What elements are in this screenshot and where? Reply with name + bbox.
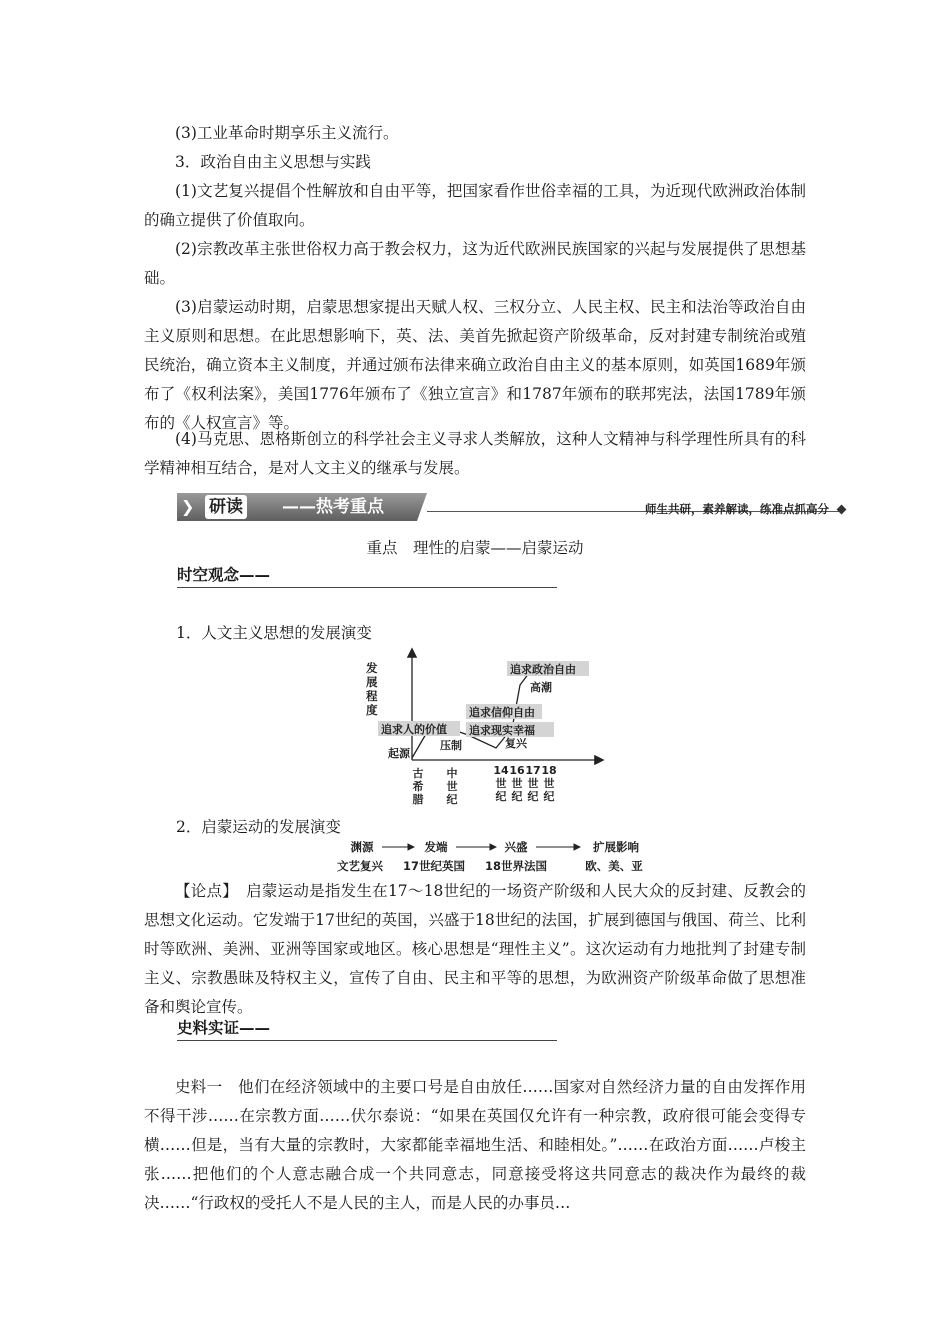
svg-text:程: 程: [366, 689, 378, 703]
y-axis-label: [365, 661, 378, 717]
paragraph-industrial-hedonism: (3)工业革命时期享乐主义流行。: [175, 124, 399, 142]
section-header-label: 史料实证——: [177, 1019, 271, 1037]
paragraph-renaissance: (1)文艺复兴提倡个性解放和自由平等，把国家看作世俗幸福的工具，为近现代欧洲政治体制的确立提供了价值取向。: [144, 182, 806, 229]
label-revival: 复兴: [505, 737, 527, 750]
diamond-icon: [837, 505, 847, 515]
paragraph-marxism: (4)马克思、恩格斯创立的科学社会主义寻求人类解放，这种人文精神与科学理性所具有的科学精神相互结合，是对人文主义的继承与发展。: [144, 430, 806, 477]
svg-text:发: 发: [366, 661, 378, 675]
svg-text:纪: 纪: [543, 790, 555, 803]
flow-top-prosperity: 兴盛: [504, 840, 528, 854]
section-header-label: 时空观念——: [177, 566, 271, 584]
svg-text:世: 世: [527, 777, 539, 790]
svg-text:世: 世: [495, 777, 507, 790]
x-axis-labels: [413, 764, 557, 806]
humanism-diagram: [360, 645, 610, 810]
flow-bottom-regions: 欧、美、亚: [585, 859, 643, 873]
section-header-evidence: [177, 1016, 557, 1041]
paragraph-reformation: (2)宗教改革主张世俗权力高于教会权力，这为近代欧洲民族国家的兴起与发展提供了思想基础。: [144, 240, 806, 287]
label-origin: 起源: [388, 747, 410, 760]
item-enlightenment-evolution: 2．启蒙运动的发展演变: [176, 818, 341, 836]
svg-text:展: 展: [366, 675, 378, 689]
paragraph-source-one: 史料一 他们在经济领域中的主要口号是自由放任……国家对自然经济力量的自由发挥作用不得干涉……在宗教方面……伏尔泰说：“如果在英国仅允许有一种宗教，政府很可能会变得专横……但是，当有大量的宗教时，大家都能幸福地生活、和睦相处。”……在政治方面……卢梭主张……把他们的个人意志融合成一个共同意志，同意接受将这共同意志的裁决作为最终的裁决……“行政权的受托人不是人民的主人，而是人民的办事员…: [144, 1078, 806, 1212]
paragraph-argument: [144, 877, 806, 1022]
banner-slogan: 师生共研，素养解读，练准点抓高分: [645, 502, 829, 516]
flow-bottom-england: 17世纪英国: [402, 859, 466, 873]
flow-top-origin: 发端: [424, 840, 448, 854]
flow-top-influence: 扩展影响: [593, 840, 639, 854]
focus-title: 重点 理性的启蒙——启蒙运动: [366, 539, 584, 557]
paragraph-enlightenment: (3)启蒙运动时期，启蒙思想家提出天赋人权、三权分立、人民主权、民主和法治等政治自由主义原则和思想。在此思想影响下，英、法、美首先掀起资产阶级革命，反对封建专制统治或殖民统治，确立资本主义制度，并通过颁布法律来确立政治自由主义的基本原则，如英国1689年颁布了《权利法案》，美国1776年颁布了《独立宣言》和1787年颁布的联邦宪法，法国1789年颁布的《人权宣言》等。: [144, 298, 806, 432]
enlightenment-flow-diagram: [330, 838, 660, 878]
svg-text:17: 17: [525, 764, 541, 777]
svg-text:腊: 腊: [412, 793, 424, 806]
label-political: 追求政治自由: [510, 663, 576, 676]
flow-top-source: 渊源: [350, 840, 374, 854]
label-faith: 追求信仰自由: [469, 706, 535, 719]
svg-text:度: 度: [366, 703, 378, 717]
svg-text:中: 中: [446, 767, 458, 780]
heading-political-liberalism: 3．政治自由主义思想与实践: [175, 153, 371, 171]
svg-text:14: 14: [493, 764, 509, 777]
svg-text:世: 世: [543, 777, 555, 790]
svg-text:16: 16: [509, 764, 525, 777]
svg-text:纪: 纪: [446, 793, 458, 806]
svg-text:世: 世: [511, 777, 523, 790]
svg-text:世: 世: [446, 780, 458, 793]
svg-text:纪: 纪: [511, 790, 523, 803]
svg-text:纪: 纪: [495, 790, 507, 803]
svg-text:18: 18: [541, 764, 557, 777]
item-humanism-evolution: 1．人文主义思想的发展演变: [176, 624, 372, 642]
argument-label: 【论点】: [175, 882, 231, 900]
label-humanvalue: 追求人的价值: [381, 723, 447, 736]
banner-title-box: 研读: [205, 495, 247, 519]
banner-title: ——热考重点: [282, 497, 384, 517]
chevron-right-icon: ❯: [181, 497, 195, 516]
svg-text:希: 希: [412, 780, 424, 793]
argument-text: 启蒙运动是指发生在17～18世纪的一场资产阶级和人民大众的反封建、反教会的思想文化运动。它发端于17世纪的英国，兴盛于18世纪的法国，扩展到德国与俄国、荷兰、比利时等欧洲、美洲、亚洲等国家或地区。核心思想是“理性主义”。这次运动有力地批判了封建专制主义、宗教愚昧及特权主义，宣传了自由、民主和平等的思想，为欧洲资产阶级革命做了思想准备和舆论宣传。: [144, 882, 806, 1016]
label-secular: 追求现实幸福: [469, 724, 535, 737]
label-climax: 高潮: [530, 681, 552, 694]
flow-bottom-renaissance: 文艺复兴: [337, 859, 383, 873]
section-header-spacetime: [177, 563, 557, 588]
svg-text:纪: 纪: [527, 790, 539, 803]
label-suppress: 压制: [440, 739, 462, 752]
flow-bottom-france: 18世界法国: [484, 859, 548, 873]
svg-text:古: 古: [412, 767, 424, 780]
section-banner: [177, 493, 845, 521]
